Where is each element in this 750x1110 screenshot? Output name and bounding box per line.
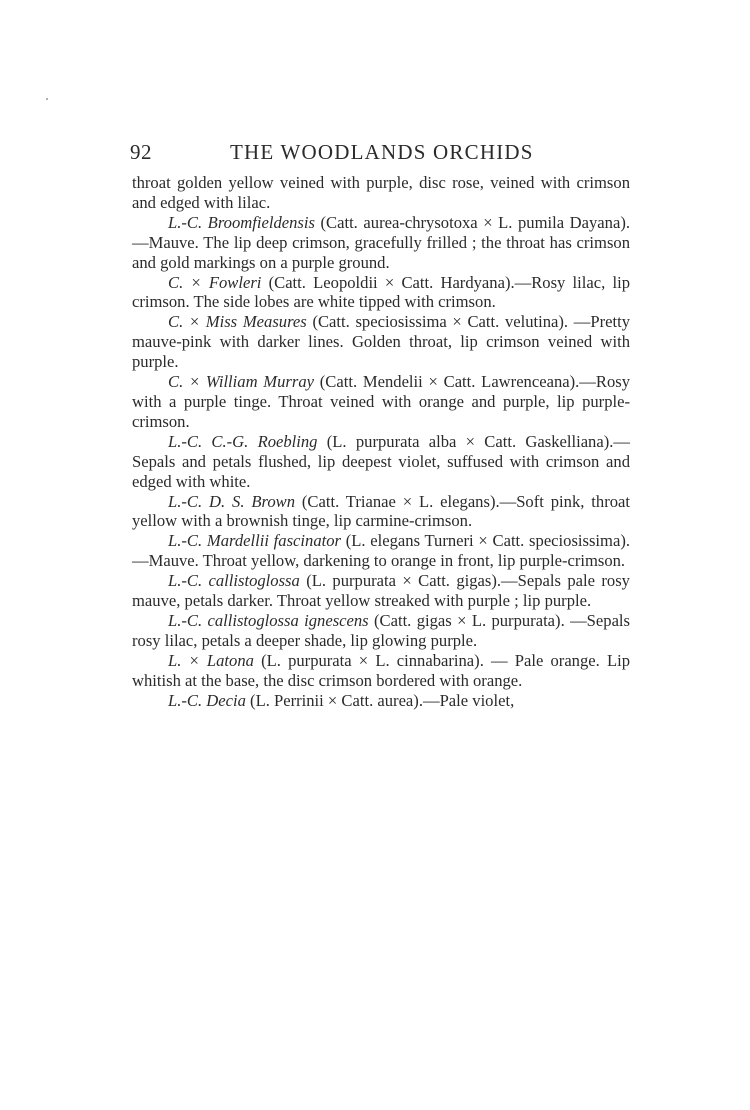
hybrid-entry	[132, 531, 630, 571]
hybrid-description: (Catt. gigas × L. purpurata). —Sepals rosy lilac, petals a deeper shade, lip glowing purple.	[132, 610, 631, 650]
paragraph-continuation	[132, 173, 630, 213]
hybrid-name: L. × Latona	[168, 650, 254, 670]
hybrid-entry	[132, 312, 630, 372]
hybrid-entry	[132, 611, 630, 651]
hybrid-entry	[132, 691, 630, 711]
hybrid-description: (L. purpurata × Catt. gigas).—Sepals pale rosy mauve, petals darker. Throat yellow streaked with purple ; lip purple.	[132, 571, 630, 611]
hybrid-name: L.-C. callistoglossa	[168, 571, 300, 591]
scan-speck	[46, 98, 48, 100]
text-body	[132, 173, 630, 710]
hybrid-entry	[132, 492, 630, 532]
hybrid-entry	[132, 651, 630, 691]
hybrid-name: L.-C. Decia	[168, 690, 246, 710]
hybrid-entry	[132, 213, 630, 273]
hybrid-entry	[132, 571, 630, 611]
hybrid-description: (L. purpurata × L. cinnabarina). — Pale orange. Lip whitish at the base, the disc crimson bordered with orange.	[132, 650, 630, 690]
hybrid-name: L.-C. Broomfieldensis	[168, 212, 315, 232]
page-number: 92	[130, 140, 152, 164]
hybrid-description: (Catt. Mendelii × Catt. Lawrenceana).—Rosy with a purple tinge. Throat veined with orange and purple, lip purple-crimson.	[132, 372, 630, 431]
hybrid-name: L.-C. Mardellii fascinator	[168, 531, 341, 551]
hybrid-entry	[132, 432, 630, 492]
hybrid-name: L.-C. C.-G. Roebling	[168, 431, 318, 451]
hybrid-description: (Catt. Trianae × L. elegans).—Soft pink, throat yellow with a brownish tinge, lip carmine-crimson.	[132, 491, 630, 531]
hybrid-description: (L. purpurata alba × Catt. Gaskelliana).—Sepals and petals flushed, lip deepest violet, suffused with crimson and edged with white.	[132, 431, 630, 491]
hybrid-description: (Catt. speciosissima × Catt. velutina). —Pretty mauve-pink with darker lines. Golden throat, lip crimson veined with purple.	[132, 312, 630, 372]
hybrid-entry	[132, 273, 630, 313]
paragraph-text: throat golden yellow veined with purple, disc rose, veined with crimson and edged with lilac.	[132, 173, 630, 212]
hybrid-name: L.-C. callistoglossa ignescens	[168, 610, 369, 630]
page-header	[130, 140, 630, 168]
hybrid-description: (L. Perrinii × Catt. aurea).—Pale violet,	[245, 690, 515, 710]
hybrid-name: C. × Fowleri	[168, 272, 262, 292]
hybrid-name: L.-C. D. S. Brown	[168, 491, 295, 511]
hybrid-entry	[132, 372, 630, 432]
hybrid-description: (Catt. Leopoldii × Catt. Hardyana).—Rosy lilac, lip crimson. The side lobes are white tipped with crimson.	[132, 272, 630, 312]
hybrid-name: C. × Miss Measures	[168, 312, 307, 332]
running-title: THE WOODLANDS ORCHIDS	[230, 140, 534, 164]
hybrid-description: (Catt. aurea-chrysotoxa × L. pumila Dayana).—Mauve. The lip deep crimson, gracefully frilled ; the throat has crimson and gold markings on a purple ground.	[132, 212, 631, 272]
hybrid-name: C. × William Murray	[168, 372, 315, 392]
hybrid-description: (L. elegans Turneri × Catt. speciosissima).—Mauve. Throat yellow, darkening to orange in front, lip purple-crimson.	[132, 531, 630, 571]
